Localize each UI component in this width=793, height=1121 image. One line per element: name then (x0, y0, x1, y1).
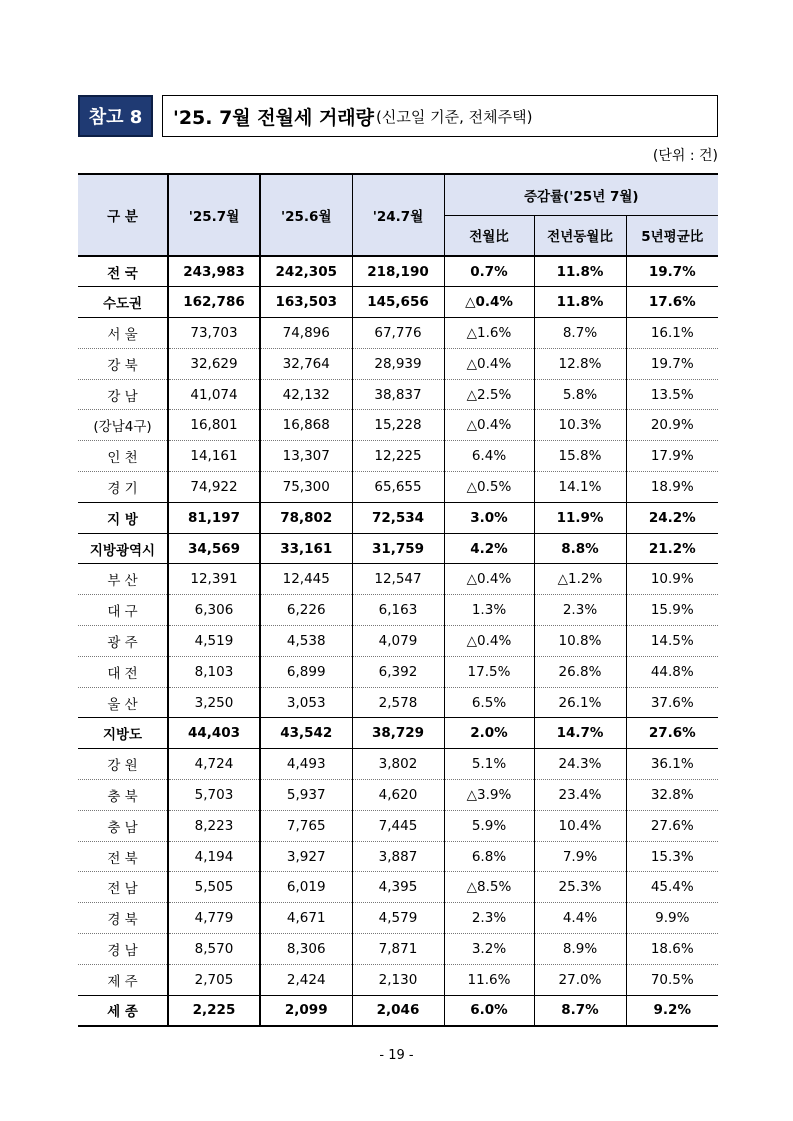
table-row (78, 626, 718, 657)
row-region: 서 울 (78, 318, 168, 349)
cell-yoy: 26.1% (534, 687, 626, 718)
row-region: 인 천 (78, 441, 168, 472)
cell-2025-06: 8,306 (260, 934, 352, 965)
row-region: 지방광역시 (78, 533, 168, 564)
table-row (78, 564, 718, 595)
cell-2024-07: 65,655 (352, 472, 444, 503)
cell-2024-07: 6,163 (352, 595, 444, 626)
header-yoy: 전년동월比 (534, 215, 626, 256)
cell-avg5y: 21.2% (626, 533, 718, 564)
cell-mom: △8.5% (444, 872, 534, 903)
row-region: 부 산 (78, 564, 168, 595)
row-region: 경 남 (78, 934, 168, 965)
cell-2024-07: 7,445 (352, 810, 444, 841)
header-mom: 전월比 (444, 215, 534, 256)
unit-label: (단위 : 건) (652, 148, 718, 164)
cell-avg5y: 32.8% (626, 780, 718, 811)
cell-2025-07: 162,786 (168, 287, 260, 318)
cell-mom: △0.4% (444, 287, 534, 318)
table-row (78, 810, 718, 841)
cell-2025-07: 74,922 (168, 472, 260, 503)
cell-2025-07: 73,703 (168, 318, 260, 349)
cell-yoy: 11.8% (534, 256, 626, 287)
cell-2024-07: 12,225 (352, 441, 444, 472)
row-region: 전 북 (78, 841, 168, 872)
cell-mom: 6.5% (444, 687, 534, 718)
cell-2024-07: 2,046 (352, 995, 444, 1026)
cell-2025-07: 8,103 (168, 656, 260, 687)
row-region: 울 산 (78, 687, 168, 718)
row-region: 강 원 (78, 749, 168, 780)
cell-2024-07: 6,392 (352, 656, 444, 687)
cell-avg5y: 16.1% (626, 318, 718, 349)
cell-2025-06: 78,802 (260, 502, 352, 533)
cell-2025-07: 8,223 (168, 810, 260, 841)
table-row (78, 841, 718, 872)
header-avg5y: 5년평균比 (626, 215, 718, 256)
header-category: 구 분 (78, 174, 168, 256)
cell-avg5y: 18.6% (626, 934, 718, 965)
cell-yoy: 8.9% (534, 934, 626, 965)
cell-2025-07: 41,074 (168, 379, 260, 410)
table-row (78, 348, 718, 379)
cell-avg5y: 18.9% (626, 472, 718, 503)
cell-mom: △0.4% (444, 626, 534, 657)
table-row (78, 318, 718, 349)
header-2024-07: '24.7월 (352, 174, 444, 256)
cell-2024-07: 31,759 (352, 533, 444, 564)
table-row (78, 256, 718, 287)
cell-2025-06: 32,764 (260, 348, 352, 379)
cell-2024-07: 38,837 (352, 379, 444, 410)
table-row (78, 872, 718, 903)
cell-avg5y: 37.6% (626, 687, 718, 718)
cell-2025-07: 6,306 (168, 595, 260, 626)
header-2025-07: '25.7월 (168, 174, 260, 256)
cell-yoy: 14.7% (534, 718, 626, 749)
section-header (78, 95, 718, 137)
cell-avg5y: 44.8% (626, 656, 718, 687)
cell-yoy: 25.3% (534, 872, 626, 903)
cell-yoy: 15.8% (534, 441, 626, 472)
cell-mom: 4.2% (444, 533, 534, 564)
row-region: 제 주 (78, 964, 168, 995)
cell-2025-07: 8,570 (168, 934, 260, 965)
cell-yoy: 11.8% (534, 287, 626, 318)
cell-yoy: 27.0% (534, 964, 626, 995)
cell-2025-07: 243,983 (168, 256, 260, 287)
page-number: - 19 - (379, 1048, 414, 1063)
cell-avg5y: 19.7% (626, 256, 718, 287)
cell-avg5y: 15.3% (626, 841, 718, 872)
header-growth-group: 증감률('25년 7월) (444, 174, 718, 215)
cell-2025-06: 4,671 (260, 903, 352, 934)
cell-avg5y: 15.9% (626, 595, 718, 626)
cell-2025-06: 3,927 (260, 841, 352, 872)
cell-avg5y: 13.5% (626, 379, 718, 410)
cell-2024-07: 72,534 (352, 502, 444, 533)
cell-mom: △0.4% (444, 410, 534, 441)
table-row (78, 903, 718, 934)
table-row (78, 964, 718, 995)
cell-2025-06: 6,019 (260, 872, 352, 903)
cell-2025-06: 43,542 (260, 718, 352, 749)
cell-avg5y: 36.1% (626, 749, 718, 780)
table-row (78, 995, 718, 1026)
cell-2025-06: 13,307 (260, 441, 352, 472)
cell-mom: 2.3% (444, 903, 534, 934)
cell-avg5y: 27.6% (626, 810, 718, 841)
cell-avg5y: 19.7% (626, 348, 718, 379)
cell-mom: △0.4% (444, 564, 534, 595)
cell-mom: △1.6% (444, 318, 534, 349)
cell-avg5y: 45.4% (626, 872, 718, 903)
row-region: 수도권 (78, 287, 168, 318)
cell-2025-07: 4,779 (168, 903, 260, 934)
row-region: 대 전 (78, 656, 168, 687)
cell-2025-07: 81,197 (168, 502, 260, 533)
cell-mom: 3.2% (444, 934, 534, 965)
cell-2025-07: 4,519 (168, 626, 260, 657)
cell-yoy: 11.9% (534, 502, 626, 533)
cell-2025-06: 2,099 (260, 995, 352, 1026)
cell-2024-07: 15,228 (352, 410, 444, 441)
cell-2025-07: 16,801 (168, 410, 260, 441)
cell-mom: 2.0% (444, 718, 534, 749)
cell-avg5y: 17.9% (626, 441, 718, 472)
cell-mom: △0.5% (444, 472, 534, 503)
cell-yoy: 8.8% (534, 533, 626, 564)
cell-mom: 3.0% (444, 502, 534, 533)
cell-2025-06: 6,226 (260, 595, 352, 626)
table-row (78, 780, 718, 811)
table-row (78, 687, 718, 718)
cell-2025-06: 4,493 (260, 749, 352, 780)
row-region: 충 남 (78, 810, 168, 841)
page-title: '25. 7월 전월세 거래량 (173, 106, 375, 129)
cell-2025-07: 14,161 (168, 441, 260, 472)
table-row (78, 379, 718, 410)
table-row (78, 595, 718, 626)
cell-avg5y: 20.9% (626, 410, 718, 441)
cell-mom: 5.9% (444, 810, 534, 841)
cell-2024-07: 3,802 (352, 749, 444, 780)
cell-2025-06: 7,765 (260, 810, 352, 841)
cell-2024-07: 218,190 (352, 256, 444, 287)
row-region: (강남4구) (78, 410, 168, 441)
cell-2024-07: 2,578 (352, 687, 444, 718)
table-body (78, 256, 718, 1026)
cell-avg5y: 70.5% (626, 964, 718, 995)
row-region: 전 국 (78, 256, 168, 287)
cell-2024-07: 12,547 (352, 564, 444, 595)
cell-2025-06: 74,896 (260, 318, 352, 349)
cell-2025-06: 75,300 (260, 472, 352, 503)
cell-2025-07: 5,703 (168, 780, 260, 811)
table-row (78, 441, 718, 472)
table-row (78, 287, 718, 318)
cell-2024-07: 2,130 (352, 964, 444, 995)
cell-2025-06: 5,937 (260, 780, 352, 811)
header-2025-06: '25.6월 (260, 174, 352, 256)
cell-yoy: 14.1% (534, 472, 626, 503)
cell-yoy: 8.7% (534, 318, 626, 349)
cell-yoy: 8.7% (534, 995, 626, 1026)
row-region: 충 북 (78, 780, 168, 811)
cell-2025-07: 2,705 (168, 964, 260, 995)
cell-2025-07: 4,194 (168, 841, 260, 872)
cell-mom: 11.6% (444, 964, 534, 995)
cell-2025-06: 163,503 (260, 287, 352, 318)
cell-2024-07: 67,776 (352, 318, 444, 349)
cell-2025-07: 32,629 (168, 348, 260, 379)
table-row (78, 749, 718, 780)
cell-yoy: 26.8% (534, 656, 626, 687)
row-region: 지방도 (78, 718, 168, 749)
table-row (78, 934, 718, 965)
row-region: 경 기 (78, 472, 168, 503)
cell-2025-06: 6,899 (260, 656, 352, 687)
cell-2025-06: 4,538 (260, 626, 352, 657)
cell-yoy: 24.3% (534, 749, 626, 780)
cell-mom: △3.9% (444, 780, 534, 811)
cell-yoy: 10.8% (534, 626, 626, 657)
row-region: 강 남 (78, 379, 168, 410)
cell-2024-07: 145,656 (352, 287, 444, 318)
cell-2025-06: 33,161 (260, 533, 352, 564)
page-subtitle: (신고일 기준, 전체주택) (376, 107, 533, 126)
cell-mom: △0.4% (444, 348, 534, 379)
table-row (78, 656, 718, 687)
cell-2024-07: 4,579 (352, 903, 444, 934)
reference-badge: 참고 8 (78, 95, 153, 137)
cell-2025-07: 12,391 (168, 564, 260, 595)
cell-yoy: 4.4% (534, 903, 626, 934)
cell-mom: 0.7% (444, 256, 534, 287)
cell-2024-07: 7,871 (352, 934, 444, 965)
cell-2025-07: 3,250 (168, 687, 260, 718)
cell-avg5y: 17.6% (626, 287, 718, 318)
cell-2024-07: 28,939 (352, 348, 444, 379)
row-region: 대 구 (78, 595, 168, 626)
cell-yoy: 23.4% (534, 780, 626, 811)
row-region: 전 남 (78, 872, 168, 903)
transaction-table (78, 173, 718, 1027)
cell-yoy: 7.9% (534, 841, 626, 872)
row-region: 경 북 (78, 903, 168, 934)
cell-2025-07: 34,569 (168, 533, 260, 564)
cell-2025-07: 5,505 (168, 872, 260, 903)
cell-2025-06: 242,305 (260, 256, 352, 287)
cell-mom: 17.5% (444, 656, 534, 687)
cell-2024-07: 3,887 (352, 841, 444, 872)
cell-yoy: △1.2% (534, 564, 626, 595)
row-region: 강 북 (78, 348, 168, 379)
cell-2024-07: 38,729 (352, 718, 444, 749)
cell-avg5y: 9.9% (626, 903, 718, 934)
cell-2025-06: 42,132 (260, 379, 352, 410)
cell-yoy: 2.3% (534, 595, 626, 626)
cell-yoy: 5.8% (534, 379, 626, 410)
cell-2024-07: 4,079 (352, 626, 444, 657)
cell-2025-07: 2,225 (168, 995, 260, 1026)
cell-avg5y: 10.9% (626, 564, 718, 595)
cell-mom: △2.5% (444, 379, 534, 410)
table-row (78, 718, 718, 749)
cell-2025-07: 44,403 (168, 718, 260, 749)
cell-2024-07: 4,395 (352, 872, 444, 903)
cell-yoy: 12.8% (534, 348, 626, 379)
cell-mom: 6.0% (444, 995, 534, 1026)
cell-2025-06: 12,445 (260, 564, 352, 595)
row-region: 광 주 (78, 626, 168, 657)
cell-2024-07: 4,620 (352, 780, 444, 811)
table-row (78, 410, 718, 441)
row-region: 지 방 (78, 502, 168, 533)
cell-avg5y: 27.6% (626, 718, 718, 749)
cell-mom: 1.3% (444, 595, 534, 626)
cell-2025-06: 16,868 (260, 410, 352, 441)
cell-2025-06: 3,053 (260, 687, 352, 718)
title-box (162, 95, 718, 137)
cell-avg5y: 9.2% (626, 995, 718, 1026)
cell-mom: 6.4% (444, 441, 534, 472)
table-row (78, 533, 718, 564)
cell-2025-06: 2,424 (260, 964, 352, 995)
cell-avg5y: 24.2% (626, 502, 718, 533)
cell-yoy: 10.4% (534, 810, 626, 841)
cell-mom: 5.1% (444, 749, 534, 780)
table-row (78, 472, 718, 503)
table-row (78, 502, 718, 533)
cell-mom: 6.8% (444, 841, 534, 872)
cell-2025-07: 4,724 (168, 749, 260, 780)
row-region: 세 종 (78, 995, 168, 1026)
cell-avg5y: 14.5% (626, 626, 718, 657)
cell-yoy: 10.3% (534, 410, 626, 441)
